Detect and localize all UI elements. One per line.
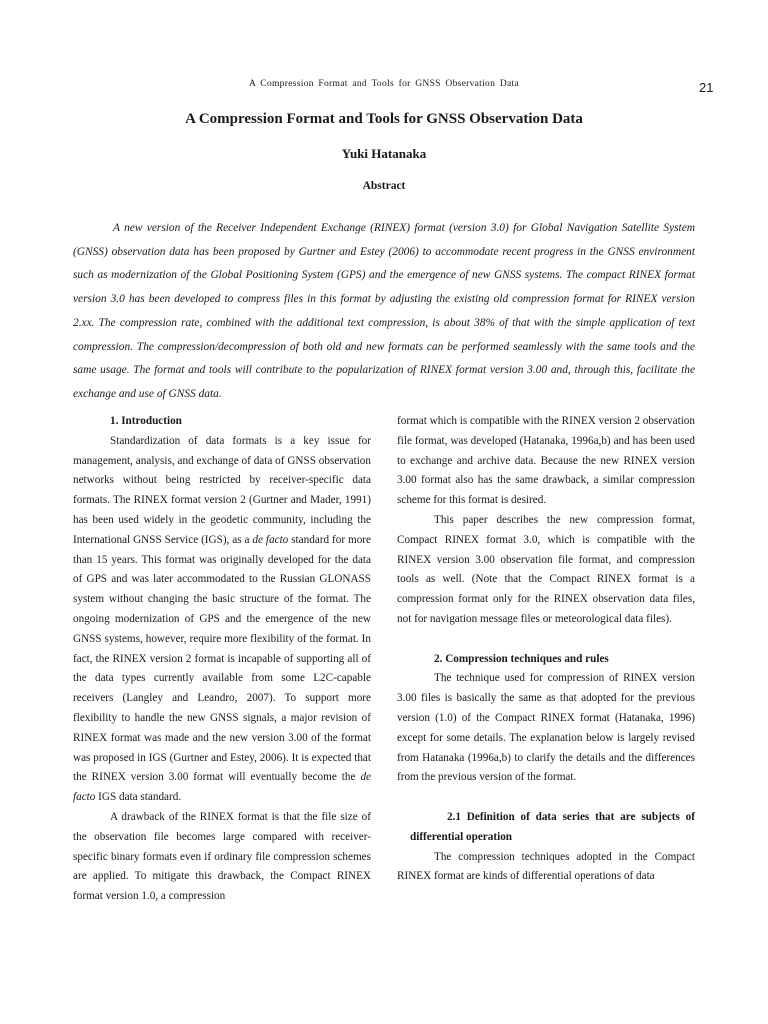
intro-paragraph-2: A drawback of the RINEX format is that the file size of the observation file becomes large compared with receiver-specific binary formats even if ordinary file compression schemes are applied. To mitigate this drawback, the Compact RINEX format version 1.0, a compression (73, 810, 371, 903)
abstract-text: A new version of the Receiver Independent Exchange (RINEX) format (version 3.0) for Global Navigation Satellite System (GNSS) observation data has been proposed by Gurtner and Estey (2006) to accommodate recent progress in the GNSS environment such as modernization of the Global Positioning System (GPS) and the emergence of new GNSS systems. The compact RINEX format version 3.0 has been developed to compress files in this format by adjusting the existing old compression format for RINEX version 2.xx. The compression rate, combined with the additional text compression, is about 38% of that with the simple application of text compression. The compression/decompression of both old and new formats can be performed seamlessly with the same tools and the same usage. The format and tools will contribute to the popularization of RINEX format version 3.00 and, through this, facilitate the exchange and use of GNSS data. (73, 222, 695, 400)
intro-paragraph-1 (73, 432, 371, 808)
intro-p1-text-a: Standardization of data formats is a key issue for management, analysis, and exchange of data of GNSS observation networks without being restricted by receiver-specific data formats. The RINEX format version 2 (Gurtner and Mader, 1991) has been used widely in the geodetic community, including the International GNSS Service (IGS), as a (73, 434, 371, 546)
left-column (73, 412, 371, 907)
section-spacer (397, 788, 695, 808)
intro-paragraph-3: This paper describes the new compression format, Compact RINEX format 3.0, which is compatible with the RINEX version 3.00 observation file format, and compression tools as well. (Note that the Compact RINEX format is a compression format only for the RINEX observation data files, not for navigation message files or meteorological data files). (397, 513, 695, 625)
author-name: Yuki Hatanaka (341, 146, 427, 161)
paper-title: A Compression Format and Tools for GNSS Observation Data (185, 111, 583, 127)
intro-p1-defacto-1: de facto (252, 533, 289, 546)
page-number: 21 (699, 80, 714, 95)
abstract-heading: Abstract (362, 180, 406, 192)
compression-paragraph-1: The technique used for compression of RINEX version 3.00 files is basically the same as that adopted for the previous version (1.0) of the Compact RINEX format (Hatanaka, 1996) except for some details. The explanation below is largely revised from Hatanaka (1996a,b) to clarify the details and the differences from the previous version of the format. (397, 672, 695, 784)
intro-p1-defacto-2: de facto (73, 771, 371, 804)
right-column (397, 412, 695, 887)
intro-p1-text-c: IGS data standard. (95, 791, 182, 804)
intro-p1-text-b: standard for more than 15 years. This format was originally developed for the data of GPS and was later accommodated to the Russian GLONASS system without changing the basic structure of the format. The ongoing modernization of GPS and the emergence of the new GNSS systems, however, require more flexibility of the format. In fact, the RINEX version 2 format is incapable of supporting all of the data types currently available from some L2C-capable receivers (Langley and Leandro, 2007). To support more flexibility to handle the new GNSS signals, a major revision of RINEX format was made and the new version 3.00 of the format was proposed in IGS (Gurtner and Estey, 2006). It is expected that the RINEX version 3.00 format will eventually become the (73, 533, 371, 784)
section-heading-introduction: 1. Introduction (110, 415, 182, 427)
section-heading-compression: 2. Compression techniques and rules (434, 652, 609, 665)
running-head: A Compression Format and Tools for GNSS Observation Data (249, 79, 519, 89)
subsection-heading-2-1: 2.1 Definition of data series that are subjects of differential operation (410, 810, 695, 843)
section-spacer (397, 630, 695, 650)
subsection-2-1-paragraph-1: The compression techniques adopted in the Compact RINEX format are kinds of differential operations of data (397, 850, 695, 883)
intro-paragraph-2-continued: format which is compatible with the RINEX version 2 observation file format, was developed (Hatanaka, 1996a,b) and has been used to exchange and archive data. Because the new RINEX version 3.00 format also has the same drawback, a similar compression scheme for this format is desired. (397, 415, 695, 507)
